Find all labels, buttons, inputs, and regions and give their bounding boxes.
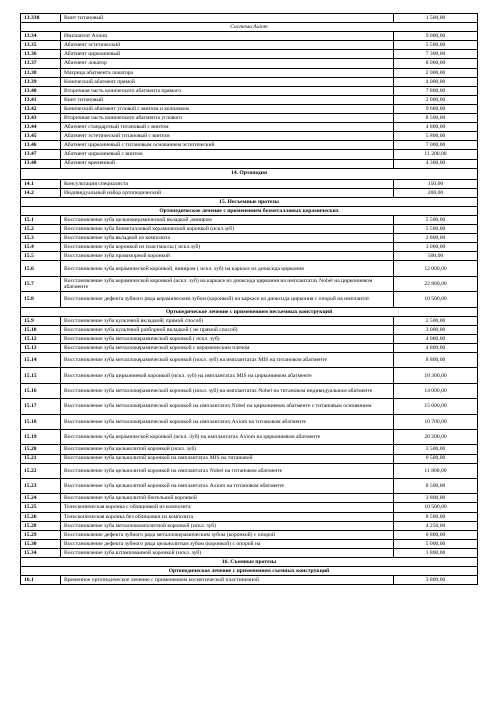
item-name: Восстановление дефекта зубного ряда цельнолитым зубом (коронкой) с опорой на: [61, 539, 394, 548]
item-code: 15.19: [21, 430, 61, 445]
item-code: 13.39: [21, 77, 61, 86]
table-row: [21, 503, 478, 512]
item-code: 15.4: [21, 243, 61, 252]
subsection-title: Ортопедическое лечение с применением съемных конструкций: [21, 567, 478, 576]
item-price: 7 300,00: [394, 50, 478, 59]
item-code: 15.5: [21, 252, 61, 261]
table-row: [21, 150, 478, 159]
item-price: 6 800,00: [394, 530, 478, 539]
item-price: 10 500,00: [394, 292, 478, 307]
item-name: Восстановление дефекта зубного ряда металлокерамическим зубом (коронкой) с опорой: [61, 530, 394, 539]
item-price: 8 500,00: [394, 114, 478, 123]
subsection-title: Ортопедическое лечение с применением безметалловых керамических: [21, 206, 478, 215]
item-code: 15.3: [21, 234, 61, 243]
item-name: Матрица абатмента локатора: [61, 68, 394, 77]
item-code: 15.7: [21, 276, 61, 291]
item-code: 15.24: [21, 494, 61, 503]
section-title: 15. Несъемные протезы: [21, 197, 478, 206]
item-price: 4 000,00: [394, 77, 478, 86]
item-name: Восстановление зуба керамической коронкой (искл. зуб) на каркасе из диоксида циркония на имплантатах Nobel на циркониевом абатменте: [61, 276, 394, 291]
subsection-title: Система Axiom: [21, 23, 478, 32]
item-code: 13.34: [21, 32, 61, 41]
table-row: [21, 86, 478, 95]
table-row: [21, 141, 478, 150]
item-price: 4 250,00: [394, 521, 478, 530]
item-code: 13.44: [21, 123, 61, 132]
item-code: 16.1: [21, 576, 61, 585]
item-code: 14.1: [21, 179, 61, 188]
table-row: [21, 243, 478, 252]
item-code: 13.35: [21, 41, 61, 50]
item-name: Восстановление зуба керамической коронкой, виниром ( искл. зуб) на каркасе из диоксида циркония: [61, 261, 394, 276]
item-price: 7 000,00: [394, 141, 478, 150]
subsection-header-row: [21, 23, 478, 32]
item-name: Абатмент эстетический титановый с винтом: [61, 132, 394, 141]
item-price: 8 500,00: [394, 512, 478, 521]
item-code: 15.30: [21, 539, 61, 548]
table-row: [21, 512, 478, 521]
subsection-header-row: [21, 307, 478, 316]
item-price: 14 000,00: [394, 383, 478, 398]
item-name: Восстановление зуба цельнолитой коронкой на имплантатах Axiom на титановом абатменте: [61, 479, 394, 494]
item-name: Консультация специалиста: [61, 179, 394, 188]
table-row: [21, 399, 478, 414]
item-price: 2 500,00: [394, 316, 478, 325]
item-name: Восстановление зуба цельнокерамической вкладкой ,виниром: [61, 215, 394, 224]
item-code: 13.47: [21, 150, 61, 159]
item-name: Абатмент стандартный титановый с винтом: [61, 123, 394, 132]
table-row: [21, 521, 478, 530]
item-name: Индивидуальный набор ортопедический: [61, 188, 394, 197]
table-row: [21, 445, 478, 454]
table-row: [21, 414, 478, 429]
table-row: [21, 334, 478, 343]
item-price: 2 000,00: [394, 68, 478, 77]
item-code: 15.14: [21, 353, 61, 368]
table-row: [21, 548, 478, 557]
item-code: 13.48: [21, 159, 61, 168]
item-name: Восстановление зуба металлокерамической коронкой (искл. зуб) на имплантатах MIS на титановом абатменте: [61, 353, 394, 368]
item-name: Восстановление зуба цельнолитой коронкой на имплантатах MIS на титановой: [61, 454, 394, 463]
item-price: 5 500,00: [394, 225, 478, 234]
item-name: Абатмент циркониевый с винтом: [61, 150, 394, 159]
subsection-header-row: [21, 567, 478, 576]
item-code: 13.330: [21, 14, 61, 23]
table-row: [21, 32, 478, 41]
item-price: 12 000,00: [394, 261, 478, 276]
table-row: [21, 353, 478, 368]
item-price: 4 300,00: [394, 159, 478, 168]
item-name: Конический абатмент угловой с винтом и колпачком: [61, 104, 394, 113]
item-price: 1 500,00: [394, 14, 478, 23]
table-row: [21, 383, 478, 398]
item-name: Восстановление зуба культевой разборной вкладкой ( не прямой способ): [61, 325, 394, 334]
table-row: [21, 50, 478, 59]
table-row: [21, 159, 478, 168]
table-row: [21, 276, 478, 291]
item-price: 3 000,00: [394, 243, 478, 252]
item-name: Абатмент локатор: [61, 59, 394, 68]
item-code: 15.17: [21, 399, 61, 414]
item-name: Восстановление зуба безметалловой керамической коронкой (искл.зуб): [61, 225, 394, 234]
table-row: [21, 316, 478, 325]
table-row: [21, 59, 478, 68]
section-header-row: [21, 558, 478, 567]
table-row: [21, 77, 478, 86]
table-row: [21, 188, 478, 197]
item-name: Телескопическая коронка с облицовкой из композита: [61, 503, 394, 512]
item-code: 15.6: [21, 261, 61, 276]
table-row: [21, 539, 478, 548]
table-row: [21, 179, 478, 188]
item-price: 9 600,00: [394, 104, 478, 113]
table-row: [21, 368, 478, 383]
item-name: Восстановление зуба коронкой из пластмассы ( искл.зуб): [61, 243, 394, 252]
item-price: 11 200,00: [394, 150, 478, 159]
item-name: Абатмент временный: [61, 159, 394, 168]
section-header-row: [21, 168, 478, 179]
item-price: 10 700,00: [394, 414, 478, 429]
item-name: Восстановление зуба вкладкой из композита: [61, 234, 394, 243]
item-code: 14.2: [21, 188, 61, 197]
item-code: 15.12: [21, 334, 61, 343]
item-price: 22 800,00: [394, 276, 478, 291]
item-name: Восстановление зуба цельнолитой коронкой (искл. зуб): [61, 445, 394, 454]
item-price: 4 800,00: [394, 123, 478, 132]
item-price: 3 800,00: [394, 494, 478, 503]
item-code: 15.25: [21, 503, 61, 512]
table-row: [21, 95, 478, 104]
item-name: Восстановление зуба металлокерамической коронкой (искл. зуб) на имплантатах Nobel на титановом индивидуальном абатменте: [61, 383, 394, 398]
item-name: Восстановление зуба металлокерамической коронкой с керамическим плечом: [61, 343, 394, 352]
item-name: Конический абатмент прямой: [61, 77, 394, 86]
item-price: 5 800,00: [394, 132, 478, 141]
item-code: 13.37: [21, 59, 61, 68]
section-header-row: [21, 197, 478, 206]
subsection-title: Ортопедическое лечение с применением несъемных конструкций: [21, 307, 478, 316]
item-price: 11 800,00: [394, 463, 478, 478]
item-code: 13.42: [21, 104, 61, 113]
section-title: 16. Съемные протезы: [21, 558, 478, 567]
table-row: [21, 261, 478, 276]
item-name: Восстановление зуба культевой вкладкой( прямой способ): [61, 316, 394, 325]
item-code: 15.16: [21, 383, 61, 398]
table-row: [21, 68, 478, 77]
item-price: 4 800,00: [394, 343, 478, 352]
item-name: Восстановление зуба металлокерамической коронкой на имплантатах Nobel на циркониевом абатменте с титановым основанием: [61, 399, 394, 414]
item-name: Восстановление дефекта зубного ряда керамическим зубом (коронкой) на каркасе из диоксида циркония с опорой на имплантат: [61, 292, 394, 307]
item-price: 150,00: [394, 179, 478, 188]
table-row: [21, 576, 478, 585]
table-row: [21, 225, 478, 234]
table-row: [21, 325, 478, 334]
table-row: [21, 252, 478, 261]
item-name: Вторичная часть конического абатмента прямого: [61, 86, 394, 95]
item-code: 13.40: [21, 86, 61, 95]
item-code: 15.10: [21, 325, 61, 334]
item-price: 3 800,00: [394, 576, 478, 585]
item-price: 18 300,00: [394, 368, 478, 383]
item-price: 7 800,00: [394, 86, 478, 95]
item-name: Телескопическая коронка без облицовки из композита: [61, 512, 394, 521]
item-price: 6 500,00: [394, 454, 478, 463]
item-price: 2 800,00: [394, 234, 478, 243]
subsection-header-row: [21, 206, 478, 215]
table-row: [21, 479, 478, 494]
item-code: 15.34: [21, 548, 61, 557]
item-name: Временное ортопедическое лечение с применением косметической пластиночной: [61, 576, 394, 585]
item-code: 15.21: [21, 454, 61, 463]
item-code: 13.46: [21, 141, 61, 150]
item-price: 3 000,00: [394, 325, 478, 334]
item-name: Восстановление зуба провизорной коронкой: [61, 252, 394, 261]
item-name: Винт титановый: [61, 14, 394, 23]
section-title: 14. Ортопедия: [21, 168, 478, 179]
item-price: 8 500,00: [394, 479, 478, 494]
table-row: [21, 41, 478, 50]
item-code: 15.1: [21, 215, 61, 224]
item-name: Имплантат Axiom: [61, 32, 394, 41]
item-code: 15.15: [21, 368, 61, 383]
item-code: 15.26: [21, 512, 61, 521]
item-code: 13.43: [21, 114, 61, 123]
item-price: 5 500,00: [394, 215, 478, 224]
item-code: 15.18: [21, 414, 61, 429]
item-price: 1 800,00: [394, 548, 478, 557]
item-price: 10 500,00: [394, 503, 478, 512]
item-code: 13.41: [21, 95, 61, 104]
item-price: 9 000,00: [394, 32, 478, 41]
item-code: 15.28: [21, 521, 61, 530]
item-price: 4 000,00: [394, 334, 478, 343]
item-name: Абатмент циркониевый: [61, 50, 394, 59]
item-name: Абатмент циркониевый с титановым основанием эстетический: [61, 141, 394, 150]
item-name: Винт титановый: [61, 95, 394, 104]
item-code: 13.38: [21, 68, 61, 77]
item-code: 15.13: [21, 343, 61, 352]
item-code: 15.22: [21, 463, 61, 478]
item-code: 15.29: [21, 530, 61, 539]
table-row: [21, 454, 478, 463]
table-row: [21, 132, 478, 141]
item-name: Восстановление зуба цельнолитой бюгельной коронкой: [61, 494, 394, 503]
item-price: 500,00: [394, 252, 478, 261]
item-name: Восстановление зуба циркониевой коронкой (искл. зуб) на имплантатах MIS на циркониевом абатменте: [61, 368, 394, 383]
table-row: [21, 494, 478, 503]
item-name: Абатмент эстетический: [61, 41, 394, 50]
item-price: 5 500,00: [394, 41, 478, 50]
table-row: [21, 292, 478, 307]
item-code: 15.20: [21, 445, 61, 454]
item-name: Восстановление зуба цельнолитой коронкой на имплантатах Nobel на титановом абатменте: [61, 463, 394, 478]
price-list-body: [21, 14, 478, 585]
table-row: [21, 14, 478, 23]
table-row: [21, 430, 478, 445]
item-price: 8 000,00: [394, 59, 478, 68]
table-row: [21, 463, 478, 478]
item-name: Восстановление зуба штампованной коронкой (искл. зуб): [61, 548, 394, 557]
item-code: 15.9: [21, 316, 61, 325]
item-code: 15.2: [21, 225, 61, 234]
table-row: [21, 215, 478, 224]
table-row: [21, 530, 478, 539]
table-row: [21, 114, 478, 123]
item-code: 13.36: [21, 50, 61, 59]
item-price: 200,00: [394, 188, 478, 197]
item-code: 13.45: [21, 132, 61, 141]
table-row: [21, 343, 478, 352]
item-name: Восстановление зуба металлокерамической коронкой ( искл. зуб): [61, 334, 394, 343]
item-code: 15.23: [21, 479, 61, 494]
item-code: 15.8: [21, 292, 61, 307]
item-price: 8 800,00: [394, 353, 478, 368]
table-row: [21, 234, 478, 243]
item-name: Восстановление зуба металлокомпозитной коронкой (искл. зуб): [61, 521, 394, 530]
item-name: Вторичная часть конического абатмента углового: [61, 114, 394, 123]
price-list-table: [20, 13, 478, 585]
table-row: [21, 123, 478, 132]
table-row: [21, 104, 478, 113]
item-price: 2 000,00: [394, 95, 478, 104]
item-price: 15 600,00: [394, 399, 478, 414]
item-price: 3 500,00: [394, 445, 478, 454]
item-price: 5 000,00: [394, 539, 478, 548]
item-name: Восстановление зуба металлокерамической коронкой на имплантатах Axiom на титановом абатменте: [61, 414, 394, 429]
item-name: Восстановление зуба керамической коронкой (искл. Зуб) на имплантатах Axiom на циркониевом абатменте: [61, 430, 394, 445]
item-price: 20 200,00: [394, 430, 478, 445]
